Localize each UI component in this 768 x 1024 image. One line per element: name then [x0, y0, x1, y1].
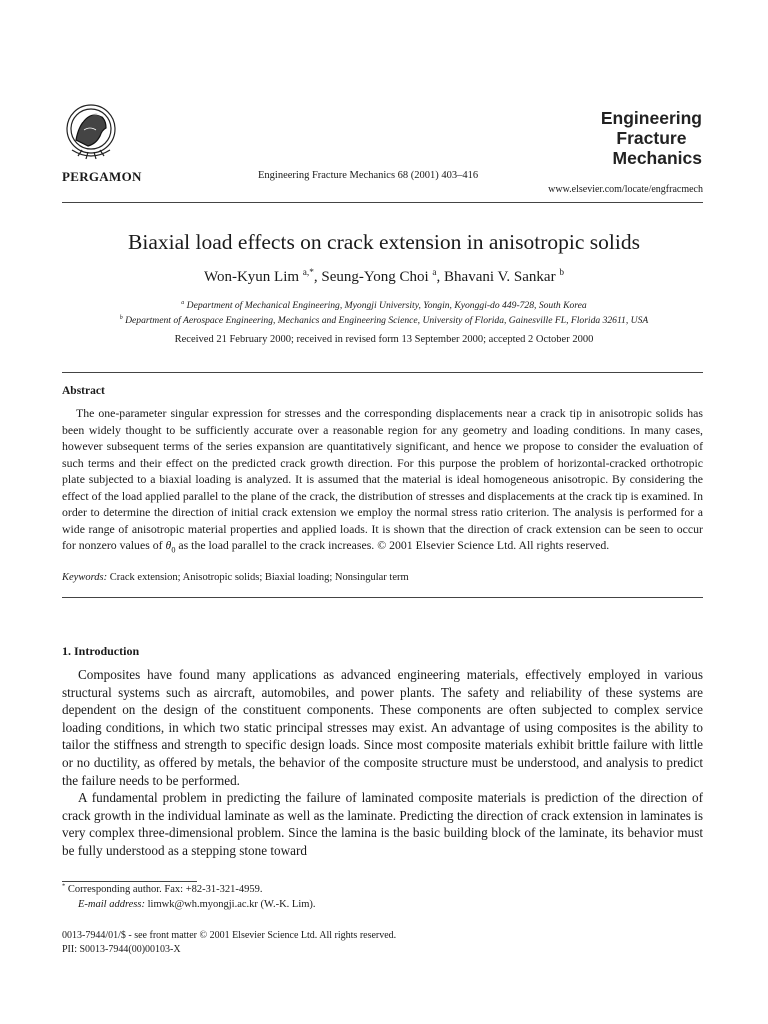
- journal-title-line: Engineering: [600, 108, 702, 128]
- author-name: Seung-Yong Choi: [321, 269, 429, 285]
- affiliation-b: [0, 315, 768, 326]
- abstract-text: The one-parameter singular expression for stresses and the corresponding displacements near a crack tip in anisotropic solids has been widely thought to be sufficiently accurate over a reasonable region for any geometry and loading conditions. In many cases, however subsequent terms of the series expansion are quantitatively significant, and hence we propose to consider the evaluation of such terms and their effect on the predicted crack growth direction. For this purpose the problem of horizontal-cracked orthotropic plate subjected to a biaxial loading is analyzed. It is assumed that the material is ideal homogeneous anisotropic. By considering the effect of the load applied parallel to the plane of the crack, the distribution of stresses and displacements at the crack tip is examined. In order to determine the direction of initial crack extension we employ the normal stress ratio criterion. The analysis is performed for a wide range of anisotropic material properties and applied loads. It is shown that the direction of crack extension can be seen to occur for nonzero values of: [62, 406, 703, 552]
- footnote-text: Corresponding author. Fax: +82-31-321-4959.: [67, 884, 263, 895]
- article-title: Biaxial load effects on crack extension in anisotropic solids: [128, 230, 640, 254]
- footnote-email: [78, 899, 316, 910]
- author-affiliation-mark: b: [559, 268, 564, 278]
- author-list: Won-Kyun Lim $^{a,*}$, Seung-Yong Choi $^a$, Bhavani V. Sankar $^b$: [204, 268, 564, 285]
- journal-url[interactable]: www.elsevier.com/locate/engfracmech: [548, 184, 703, 195]
- author-affiliation-mark: a,*: [302, 268, 314, 278]
- author-affiliation-mark: a: [432, 268, 437, 278]
- email-label: E-mail address:: [78, 899, 145, 910]
- pii-identifier: PII: S0013-7944(00)00103-X: [62, 944, 181, 955]
- header-divider: [62, 202, 703, 203]
- journal-title: [601, 108, 702, 168]
- journal-title-line: Fracture: [616, 128, 687, 148]
- footnote-corresponding-author: [62, 884, 262, 895]
- front-matter-notice: 0013-7944/01/$ - see front matter © 2001 Elsevier Science Ltd. All rights reserved.: [62, 930, 397, 941]
- footnote-divider: [62, 881, 197, 882]
- introduction-body: [62, 666, 703, 860]
- affiliation-a: [0, 300, 768, 311]
- paragraph: Composites have found many applications as advanced engineering materials, effectively employed in various structural systems such as aircraft, automobiles, and power plants. The safety and reliability of these systems are dependent on the design of the constituent components. These components are often subjected to complex service loading conditions, in which two static principal stresses may exist. An advantage of using composites is the ability to tailor the stiffness and strength to specific design loads. Since most composite materials exhibit brittle failure with little or no ductility, as offered by metals, the behavior of the composite structure must be understood, and analysis to predict the failure needs to be performed.: [62, 667, 703, 788]
- affiliation-text: Department of Mechanical Engineering, Myongji University, Yongin, Kyonggi-do 449-728, South Korea: [186, 300, 587, 311]
- journal-title-line: Mechanics: [612, 148, 702, 168]
- abstract-body: [62, 405, 703, 559]
- abstract-text: as the load parallel to the crack increases. © 2001 Elsevier Science Ltd. All rights reserved.: [175, 538, 610, 552]
- affiliation-text: Department of Aerospace Engineering, Mechanics and Engineering Science, University of Florida, Gainesville FL, Florida 32611, USA: [125, 315, 649, 326]
- affiliation-mark: b: [119, 314, 123, 321]
- publisher-name: PERGAMON: [62, 169, 142, 184]
- theta-symbol: θ: [165, 538, 172, 552]
- abstract-heading: Abstract: [62, 385, 105, 397]
- footnote-mark: *: [62, 882, 66, 890]
- author-name: Bhavani V. Sankar: [444, 269, 556, 285]
- publisher-logo: [62, 100, 120, 164]
- keywords-text: Crack extension; Anisotropic solids; Biaxial loading; Nonsingular term: [109, 572, 409, 583]
- abstract-top-divider: [62, 372, 703, 373]
- author-name: Won-Kyun Lim: [204, 269, 300, 285]
- keywords-label: Keywords:: [62, 572, 108, 583]
- section-heading-introduction: 1. Introduction: [62, 644, 140, 658]
- received-dates: Received 21 February 2000; received in revised form 13 September 2000; accepted 2 October 2000: [174, 334, 594, 345]
- theta-subscript: 0: [171, 545, 176, 555]
- paragraph: A fundamental problem in predicting the failure of laminated composite materials is prediction of the direction of crack growth in the individual laminate as well as the laminate. Predicting the direction of crack extension in laminates is very complex three-dimensional problem. Since the lamina is the basic building block of the laminate, its behavior must be fully understood as a stepping stone toward: [62, 790, 703, 858]
- affiliation-mark: a: [181, 299, 185, 306]
- keywords: [62, 572, 409, 583]
- abstract-bottom-divider: [62, 597, 703, 598]
- journal-citation: Engineering Fracture Mechanics 68 (2001) 403–416: [258, 170, 479, 181]
- email-address[interactable]: limwk@wh.myongji.ac.kr (W.-K. Lim).: [147, 899, 316, 910]
